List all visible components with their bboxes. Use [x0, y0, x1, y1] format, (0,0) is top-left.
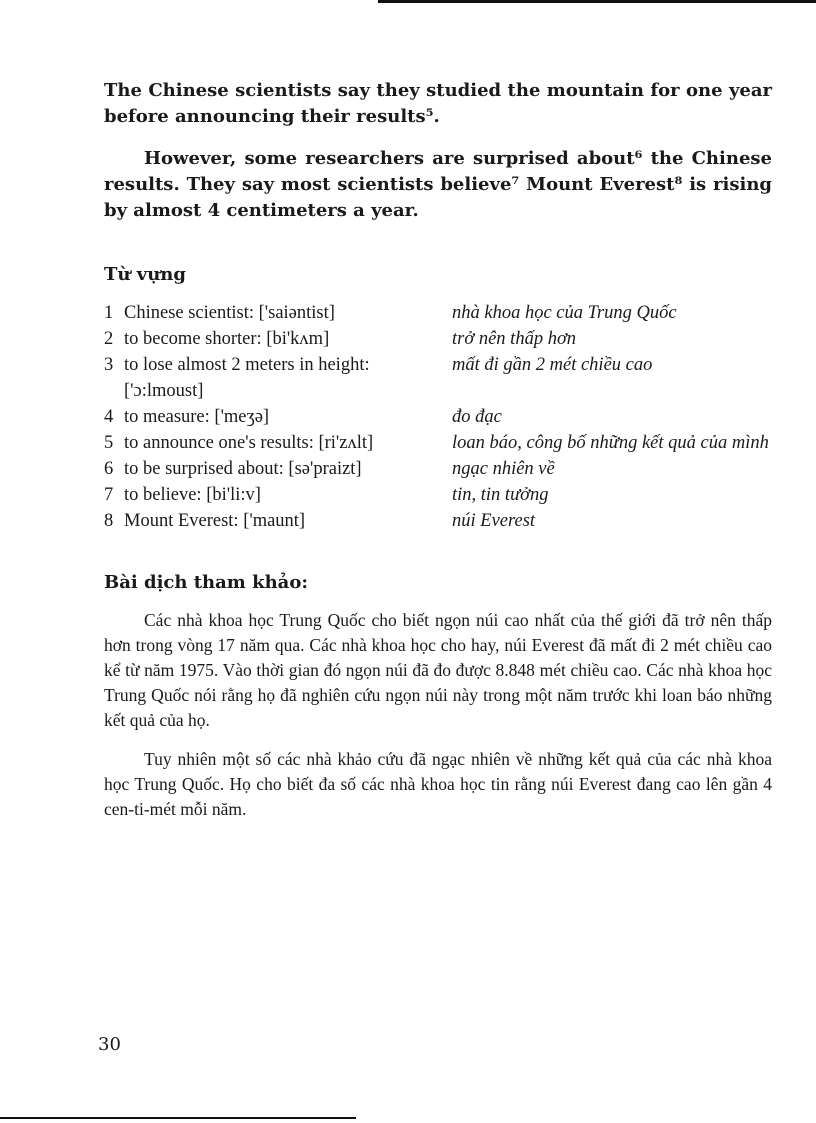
top-rule	[378, 0, 816, 3]
vocab-row	[104, 404, 780, 430]
vocab-num: 2	[104, 329, 114, 349]
passage-paragraph-1: The Chinese scientists say they studied the mountain for one year before announcing their results⁵.	[104, 80, 772, 127]
vocab-vi: núi Everest	[452, 511, 536, 531]
vocab-vi: trở nên thấp hơn	[452, 329, 577, 349]
vocab-en: to measure: ['meʒə]	[124, 407, 270, 427]
vocab-en: Chinese scientist: ['saiəntist]	[124, 303, 335, 323]
vocab-row	[104, 456, 780, 482]
vocab-row	[104, 508, 780, 534]
vocab-en: to believe: [bi'li:v]	[124, 485, 261, 505]
vocab-num: 6	[104, 459, 114, 479]
vocab-vi: mất đi gần 2 mét chiều cao	[452, 355, 653, 375]
vocab-table	[104, 300, 780, 534]
vocab-vi: nhà khoa học của Trung Quốc	[452, 303, 677, 323]
vocab-num: 8	[104, 511, 114, 531]
vocab-vi: loan báo, công bố những kết quả của mình	[452, 433, 769, 453]
vocab-en: to lose almost 2 meters in height: ['ɔ:lmoust]	[124, 355, 370, 401]
vocab-vi: ngạc nhiên về	[452, 459, 555, 479]
vocab-num: 5	[104, 433, 114, 453]
vocab-vi: đo đạc	[452, 407, 502, 427]
vocab-num: 7	[104, 485, 114, 505]
vocab-en: to announce one's results: [ri'zʌlt]	[124, 433, 374, 453]
vocab-row	[104, 430, 780, 456]
passage-paragraph-2: However, some researchers are surprised about⁶ the Chinese results. They say most scientists believe⁷ Mount Everest⁸ is rising by almost 4 centimeters a year.	[104, 148, 772, 221]
translation-heading: Bài dịch tham khảo:	[104, 572, 308, 593]
vocab-row	[104, 300, 780, 326]
translation-paragraph-1: Các nhà khoa học Trung Quốc cho biết ngọn núi cao nhất của thế giới đã trở nên thấp hơn trong vòng 17 năm qua. Các nhà khoa học cho hay, núi Everest đã mất đi 2 mét chiều cao kể từ năm 1975. Vào thời gian đó ngọn núi đã đo được 8.848 mét chiều cao. Các nhà khoa học Trung Quốc nói rằng họ đã nghiên cứu ngọn núi này trong một năm trước khi loan báo những kết quả của họ.	[104, 610, 772, 730]
vocab-num: 3	[104, 355, 114, 375]
bottom-rule	[0, 1117, 356, 1119]
vocab-vi: tin, tin tưởng	[452, 485, 549, 505]
vocab-en: to become shorter: [bi'kʌm]	[124, 329, 330, 349]
vocab-row	[104, 482, 780, 508]
vocab-row	[104, 352, 780, 404]
vocab-en: to be surprised about: [sə'praizt]	[124, 459, 362, 479]
vocab-num: 4	[104, 407, 114, 427]
vocab-en: Mount Everest: ['maunt]	[124, 511, 306, 531]
vocab-row	[104, 326, 780, 352]
page-number: 30	[98, 1034, 121, 1055]
vocab-heading: Từ vựng	[104, 264, 186, 285]
page-content	[104, 78, 772, 822]
vocab-num: 1	[104, 303, 114, 323]
translation-paragraph-2: Tuy nhiên một số các nhà khảo cứu đã ngạc nhiên về những kết quả của các nhà khoa học Trung Quốc. Họ cho biết đa số các nhà khoa học tin rằng núi Everest đang cao lên gần 4 cen-ti-mét mỗi năm.	[104, 749, 772, 819]
translation-body	[104, 608, 772, 822]
